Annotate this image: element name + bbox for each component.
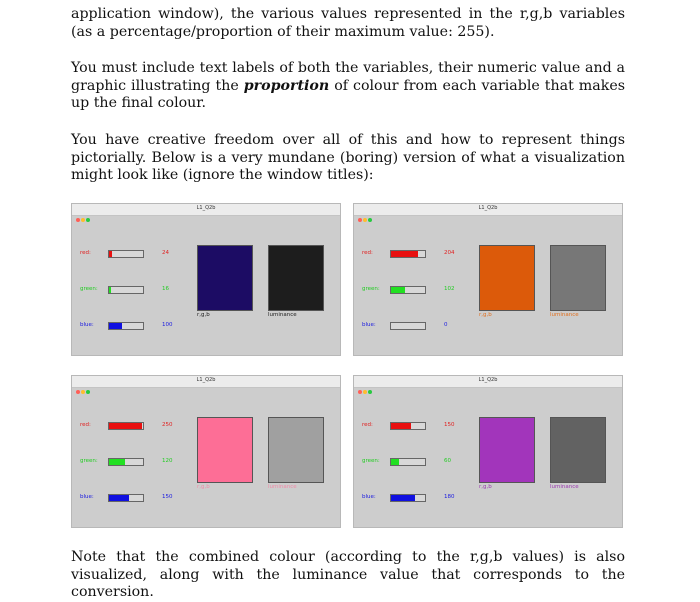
blue-proportion-bar (390, 322, 426, 330)
red-value: 250 (162, 422, 173, 428)
green-value: 60 (444, 458, 451, 464)
green-label: green: (80, 286, 98, 292)
red-label: red: (362, 422, 373, 428)
luminance-label: luminance (268, 484, 297, 490)
green-label: green: (362, 286, 380, 292)
paragraph-intro-continuation: application window), the various values represented in the r,g,b variables (as a percentage/proportion of their maximum value: 255). (71, 6, 625, 40)
blue-proportion-bar (108, 322, 144, 330)
blue-bar-fill (109, 495, 129, 501)
red-proportion-bar (108, 422, 144, 430)
emphasis-proportion: proportion (243, 77, 330, 94)
window-titlebar (354, 204, 622, 216)
blue-bar-fill (391, 495, 415, 501)
window-title: L1_Q2b (196, 205, 216, 211)
green-value: 120 (162, 458, 173, 464)
combined-color-swatch (479, 245, 535, 311)
red-bar-fill (109, 251, 112, 257)
green-proportion-bar (108, 286, 144, 294)
window-titlebar (72, 204, 340, 216)
blue-label: blue: (80, 494, 94, 500)
example-window-3 (71, 375, 341, 528)
red-label: red: (80, 250, 91, 256)
green-label: green: (362, 458, 380, 464)
blue-value: 100 (162, 322, 173, 328)
requirements-text-start: You must include text labels of both the variables, their numeric value and a graphic illustrating the (71, 60, 625, 94)
red-bar-fill (391, 423, 411, 429)
blue-bar-fill (109, 323, 122, 329)
luminance-label: luminance (550, 484, 579, 490)
red-bar-fill (109, 423, 142, 429)
window-title: L1_Q2b (478, 377, 498, 383)
red-value: 24 (162, 250, 169, 256)
blue-proportion-bar (390, 494, 426, 502)
example-window-1 (71, 203, 341, 356)
close-dot-icon (76, 218, 80, 222)
example-window-4 (353, 375, 623, 528)
luminance-label: luminance (550, 312, 579, 318)
paragraph-creative-freedom: You have creative freedom over all of this and how to represent things pictorially. Below is a very mundane (boring) version of what a visualization might look like (ignore the window titles): (71, 132, 625, 183)
green-bar-fill (391, 287, 405, 293)
maximize-dot-icon (86, 390, 90, 394)
example-window-2 (353, 203, 623, 356)
close-dot-icon (76, 390, 80, 394)
green-value: 102 (444, 286, 455, 292)
minimize-dot-icon (363, 390, 367, 394)
combined-color-swatch (479, 417, 535, 483)
green-proportion-bar (108, 458, 144, 466)
green-bar-fill (391, 459, 399, 465)
close-dot-icon (358, 218, 362, 222)
minimize-dot-icon (363, 218, 367, 222)
maximize-dot-icon (86, 218, 90, 222)
blue-value: 150 (162, 494, 173, 500)
green-bar-fill (109, 287, 111, 293)
red-value: 150 (444, 422, 455, 428)
blue-value: 180 (444, 494, 455, 500)
red-proportion-bar (390, 250, 426, 258)
combined-color-swatch (197, 245, 253, 311)
green-proportion-bar (390, 286, 426, 294)
window-titlebar (354, 376, 622, 388)
green-proportion-bar (390, 458, 426, 466)
red-value: 204 (444, 250, 455, 256)
blue-value: 0 (444, 322, 448, 328)
maximize-dot-icon (368, 218, 372, 222)
red-proportion-bar (108, 250, 144, 258)
window-title: L1_Q2b (478, 205, 498, 211)
minimize-dot-icon (81, 390, 85, 394)
paragraph-requirements (71, 60, 625, 113)
luminance-swatch (550, 245, 606, 311)
green-label: green: (80, 458, 98, 464)
red-bar-fill (391, 251, 418, 257)
blue-proportion-bar (108, 494, 144, 502)
blue-label: blue: (362, 494, 376, 500)
luminance-swatch (268, 245, 324, 311)
luminance-label: luminance (268, 312, 297, 318)
close-dot-icon (358, 390, 362, 394)
rgb-label: r,g,b (197, 312, 210, 318)
luminance-swatch (550, 417, 606, 483)
requirements-text-end: of colour from each variable that makes up the final colour. (71, 77, 625, 111)
rgb-label: r,g,b (479, 484, 492, 490)
green-bar-fill (109, 459, 125, 465)
red-label: red: (362, 250, 373, 256)
luminance-swatch (268, 417, 324, 483)
red-label: red: (80, 422, 91, 428)
paragraph-note: Note that the combined colour (according to the r,g,b values) is also visualized, along with the luminance value that corresponds to the conversion. (71, 549, 625, 600)
minimize-dot-icon (81, 218, 85, 222)
window-titlebar (72, 376, 340, 388)
maximize-dot-icon (368, 390, 372, 394)
blue-label: blue: (362, 322, 376, 328)
rgb-label: r,g,b (479, 312, 492, 318)
blue-label: blue: (80, 322, 94, 328)
rgb-label: r,g,b (197, 484, 210, 490)
window-title: L1_Q2b (196, 377, 216, 383)
red-proportion-bar (390, 422, 426, 430)
combined-color-swatch (197, 417, 253, 483)
green-value: 16 (162, 286, 169, 292)
